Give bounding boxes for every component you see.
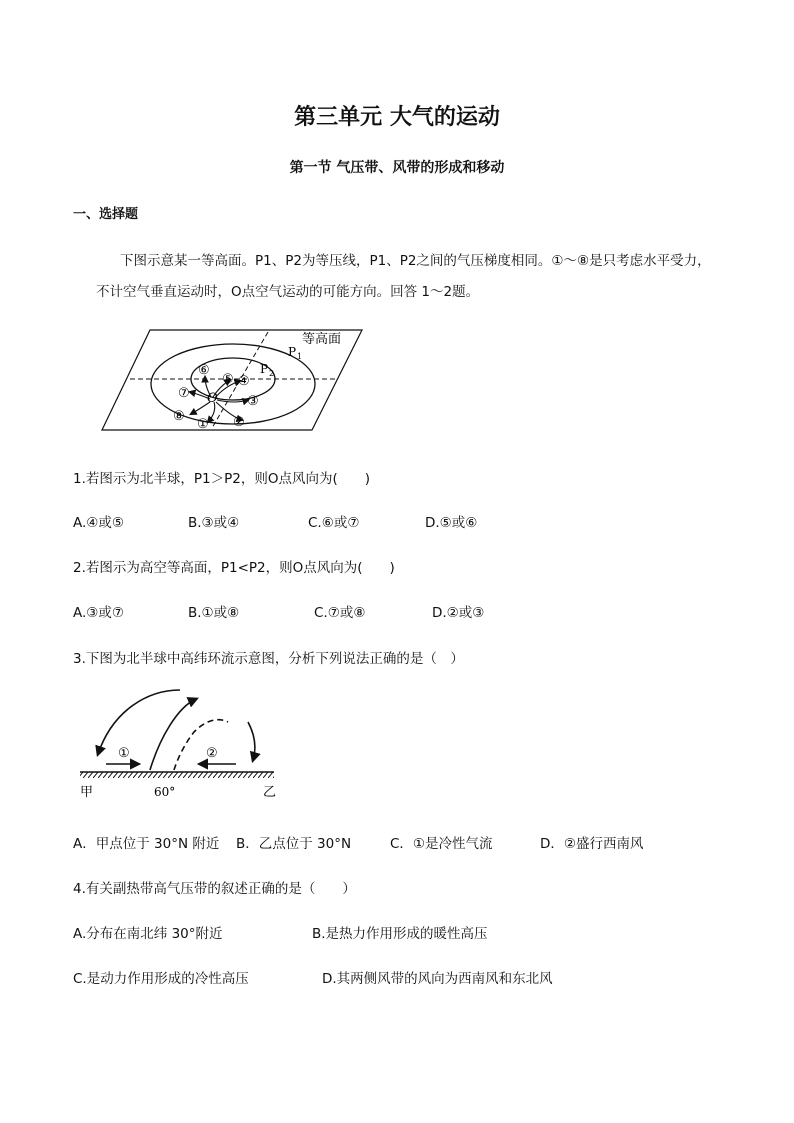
p1-subscript: 1 — [297, 352, 303, 361]
page-title: 第三单元 大气的运动 — [294, 105, 500, 130]
q3-option-d: D．②盛行西南风 — [540, 836, 644, 852]
question-3: 3.下图为北半球中高纬环流示意图，分析下列说法正确的是（ ） — [73, 651, 464, 667]
marker-7: ⑦ — [178, 386, 190, 401]
section-subtitle: 第一节 气压带、风带的形成和移动 — [289, 160, 505, 176]
q2-option-b: B.①或⑧ — [188, 605, 240, 621]
question-4: 4.有关副热带高气压带的叙述正确的是（ ） — [73, 881, 356, 897]
marker-3: ③ — [247, 394, 259, 409]
marker-5: ⑤ — [222, 372, 234, 387]
circulation-diagram — [78, 682, 276, 800]
isobar-diagram — [100, 322, 365, 434]
marker-8: ⑧ — [173, 409, 185, 424]
label-yi: 乙 — [263, 785, 276, 800]
q4-option-d: D.其两侧风带的风向为西南风和东北风 — [322, 971, 553, 987]
question-2: 2.若图示为高空等高面，P1<P2，则O点风向为( ) — [73, 560, 395, 576]
intro-line-2: 不计空气垂直运动时，O点空气运动的可能方向。回答 1～2题。 — [96, 284, 480, 300]
q3-option-b: B．乙点位于 30°N — [236, 836, 352, 852]
q4-option-c: C.是动力作用形成的冷性高压 — [73, 971, 249, 987]
marker-6: ⑥ — [198, 363, 210, 378]
q3-option-a: A．甲点位于 30°N 附近 — [73, 836, 220, 852]
point-o-label: O — [207, 391, 218, 406]
p2-label: P — [260, 362, 269, 376]
label-circle-1: ① — [118, 746, 130, 761]
q4-option-a: A.分布在南北纬 30°附近 — [73, 926, 223, 942]
q2-option-c: C.⑦或⑧ — [314, 605, 366, 621]
p1-label: P — [288, 345, 297, 359]
q3-option-c: C．①是冷性气流 — [390, 836, 493, 852]
q2-option-d: D.②或③ — [432, 605, 485, 621]
q1-option-a: A.④或⑤ — [73, 515, 124, 531]
q1-option-b: B.③或④ — [188, 515, 240, 531]
ground-hatching — [80, 772, 274, 778]
q2-option-a: A.③或⑦ — [73, 605, 124, 621]
marker-4: ④ — [238, 374, 250, 389]
marker-1: ① — [197, 417, 209, 432]
question-1: 1.若图示为北半球，P1＞P2，则O点风向为( ) — [73, 471, 370, 487]
label-jia: 甲 — [80, 785, 94, 800]
label-circle-2: ② — [206, 746, 218, 761]
plane-label: 等高面 — [302, 332, 342, 347]
section-heading: 一、选择题 — [73, 207, 139, 222]
q1-option-d: D.⑤或⑥ — [425, 515, 478, 531]
p2-subscript: 2 — [269, 369, 275, 378]
marker-2: ② — [233, 415, 245, 430]
q1-option-c: C.⑥或⑦ — [308, 515, 360, 531]
label-60-degree: 60° — [154, 785, 176, 799]
q4-option-b: B.是热力作用形成的暖性高压 — [312, 926, 488, 942]
intro-line-1: 下图示意某一等高面。P1、P2为等压线，P1、P2之间的气压梯度相同。①～⑧是只考虑水平受力， — [120, 253, 711, 269]
